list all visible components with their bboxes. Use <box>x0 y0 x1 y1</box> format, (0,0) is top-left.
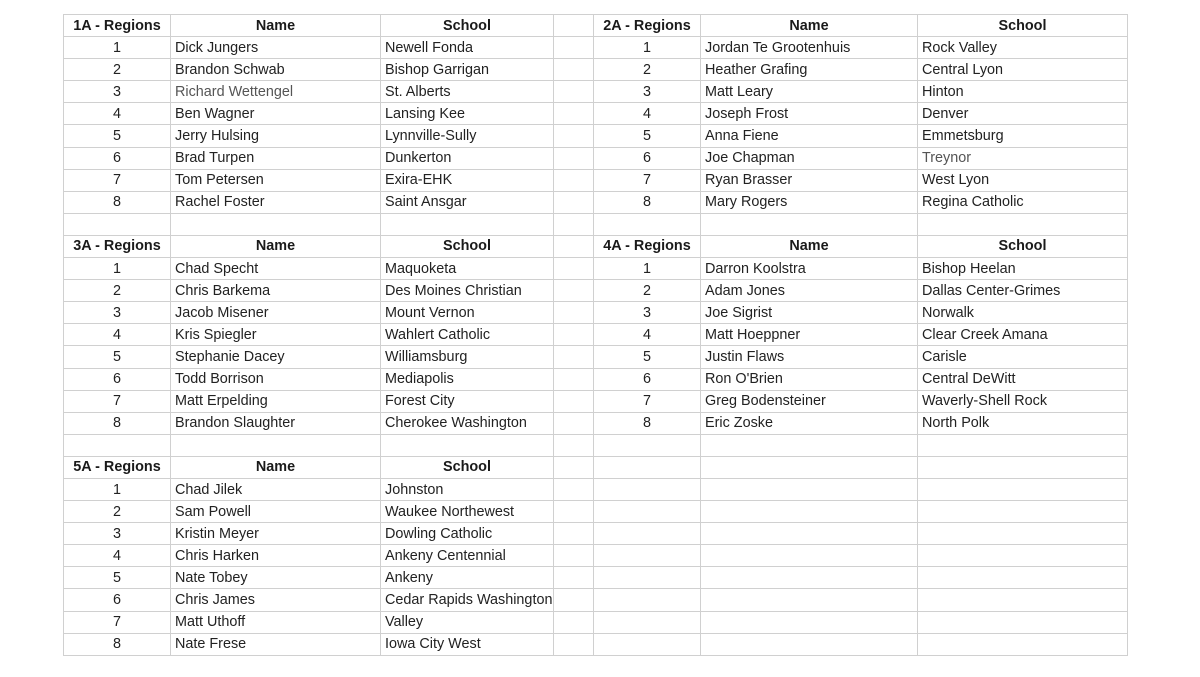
a5-coach-name-cell[interactable]: Chad Jilek <box>171 478 381 500</box>
empty-cell[interactable] <box>381 434 554 456</box>
a3-school-cell[interactable]: Wahlert Catholic <box>381 324 554 346</box>
empty-cell[interactable] <box>701 456 918 478</box>
empty-cell[interactable] <box>64 213 171 235</box>
a1-school-cell[interactable]: Newell Fonda <box>381 37 554 59</box>
gap-cell[interactable] <box>554 456 594 478</box>
empty-cell[interactable] <box>918 456 1128 478</box>
a2-coach-name-cell[interactable]: Joe Chapman <box>701 147 918 169</box>
a2-region-number-cell[interactable]: 6 <box>594 147 701 169</box>
a2-region-number-cell[interactable]: 4 <box>594 103 701 125</box>
a4-region-number-cell[interactable]: 3 <box>594 302 701 324</box>
gap-cell[interactable] <box>554 81 594 103</box>
gap-cell[interactable] <box>554 125 594 147</box>
a5-school-cell[interactable]: Valley <box>381 611 554 633</box>
a5-school-cell[interactable]: Dowling Catholic <box>381 523 554 545</box>
empty-cell[interactable] <box>701 567 918 589</box>
gap-cell[interactable] <box>554 346 594 368</box>
a1-school-cell[interactable]: Saint Ansgar <box>381 191 554 213</box>
a3-school-cell[interactable]: Maquoketa <box>381 258 554 280</box>
a4-school-header-cell[interactable]: School <box>918 235 1128 257</box>
a4-region-number-cell[interactable]: 7 <box>594 390 701 412</box>
a4-coach-name-cell[interactable]: Darron Koolstra <box>701 258 918 280</box>
a1-name-header-cell[interactable]: Name <box>171 15 381 37</box>
a3-school-cell[interactable]: Des Moines Christian <box>381 280 554 302</box>
spacer-row <box>64 213 1128 235</box>
a2-school-cell[interactable]: Hinton <box>918 81 1128 103</box>
a3-region-number-cell[interactable]: 1 <box>64 258 171 280</box>
empty-cell[interactable] <box>701 213 918 235</box>
a5-coach-name-cell[interactable]: Sam Powell <box>171 501 381 523</box>
empty-cell[interactable] <box>594 478 701 500</box>
a1-coach-name-cell[interactable]: Ben Wagner <box>171 103 381 125</box>
a5-coach-name-cell[interactable]: Nate Tobey <box>171 567 381 589</box>
a5-school-cell[interactable]: Cedar Rapids Washington <box>381 589 554 611</box>
a3-school-cell[interactable]: Mount Vernon <box>381 302 554 324</box>
gap-cell[interactable] <box>554 302 594 324</box>
gap-cell[interactable] <box>554 589 594 611</box>
a5-region-header-cell[interactable]: 5A - Regions <box>64 456 171 478</box>
a4-region-header-cell[interactable]: 4A - Regions <box>594 235 701 257</box>
a3-coach-name-cell[interactable]: Stephanie Dacey <box>171 346 381 368</box>
empty-cell[interactable] <box>701 589 918 611</box>
a2-region-number-cell[interactable]: 3 <box>594 81 701 103</box>
empty-cell[interactable] <box>918 589 1128 611</box>
a5-coach-name-cell[interactable]: Chris Harken <box>171 545 381 567</box>
a1-region-number-cell[interactable]: 8 <box>64 191 171 213</box>
gap-cell[interactable] <box>554 501 594 523</box>
a2-region-number-cell[interactable]: 1 <box>594 37 701 59</box>
table-row <box>64 280 1128 302</box>
a1-school-cell[interactable]: Exira-EHK <box>381 169 554 191</box>
table-row <box>64 368 1128 390</box>
empty-cell[interactable] <box>701 478 918 500</box>
empty-cell[interactable] <box>918 434 1128 456</box>
table-row <box>64 59 1128 81</box>
a4-school-cell[interactable]: Clear Creek Amana <box>918 324 1128 346</box>
a4-school-cell[interactable]: Central DeWitt <box>918 368 1128 390</box>
regions-spreadsheet <box>63 14 1128 656</box>
empty-cell[interactable] <box>594 545 701 567</box>
a4-school-cell[interactable]: North Polk <box>918 412 1128 434</box>
table-row <box>64 302 1128 324</box>
a1-coach-name-cell[interactable]: Brad Turpen <box>171 147 381 169</box>
a3-coach-name-cell[interactable]: Brandon Slaughter <box>171 412 381 434</box>
gap-cell[interactable] <box>554 523 594 545</box>
a3-school-cell[interactable]: Forest City <box>381 390 554 412</box>
a2-school-cell[interactable]: Emmetsburg <box>918 125 1128 147</box>
empty-cell[interactable] <box>594 213 701 235</box>
a5-coach-name-cell[interactable]: Chris James <box>171 589 381 611</box>
empty-cell[interactable] <box>594 611 701 633</box>
a5-region-number-cell[interactable]: 6 <box>64 589 171 611</box>
empty-cell[interactable] <box>918 478 1128 500</box>
empty-cell[interactable] <box>594 567 701 589</box>
table-row <box>64 633 1128 655</box>
table-row <box>64 258 1128 280</box>
gap-cell[interactable] <box>554 59 594 81</box>
a3-region-number-cell[interactable]: 4 <box>64 324 171 346</box>
a4-region-number-cell[interactable]: 8 <box>594 412 701 434</box>
table-row <box>64 346 1128 368</box>
empty-cell[interactable] <box>554 434 594 456</box>
a4-coach-name-cell[interactable]: Eric Zoske <box>701 412 918 434</box>
a2-school-cell[interactable]: Central Lyon <box>918 59 1128 81</box>
gap-cell[interactable] <box>554 103 594 125</box>
a3-name-header-cell[interactable]: Name <box>171 235 381 257</box>
table-row <box>64 390 1128 412</box>
a3-region-header-cell[interactable]: 3A - Regions <box>64 235 171 257</box>
a3-coach-name-cell[interactable]: Chad Specht <box>171 258 381 280</box>
table-row <box>64 169 1128 191</box>
a4-region-number-cell[interactable]: 1 <box>594 258 701 280</box>
table-row <box>64 147 1128 169</box>
a4-name-header-cell[interactable]: Name <box>701 235 918 257</box>
table-row <box>64 478 1128 500</box>
a4-coach-name-cell[interactable]: Joe Sigrist <box>701 302 918 324</box>
a1-school-cell[interactable]: St. Alberts <box>381 81 554 103</box>
a1-school-cell[interactable]: Lansing Kee <box>381 103 554 125</box>
table-row <box>64 589 1128 611</box>
a1-coach-name-cell[interactable]: Dick Jungers <box>171 37 381 59</box>
gap-cell[interactable] <box>554 15 594 37</box>
a4-region-number-cell[interactable]: 5 <box>594 346 701 368</box>
a3-region-number-cell[interactable]: 6 <box>64 368 171 390</box>
empty-cell[interactable] <box>701 434 918 456</box>
empty-cell[interactable] <box>701 523 918 545</box>
a1-region-number-cell[interactable]: 6 <box>64 147 171 169</box>
a3-school-cell[interactable]: Cherokee Washington <box>381 412 554 434</box>
table-row <box>64 125 1128 147</box>
a2-school-header-cell[interactable]: School <box>918 15 1128 37</box>
table-row <box>64 103 1128 125</box>
a2-coach-name-cell[interactable]: Mary Rogers <box>701 191 918 213</box>
gap-cell[interactable] <box>554 478 594 500</box>
empty-cell[interactable] <box>918 611 1128 633</box>
a5-region-number-cell[interactable]: 3 <box>64 523 171 545</box>
table-row <box>64 412 1128 434</box>
a1-region-number-cell[interactable]: 4 <box>64 103 171 125</box>
gap-cell[interactable] <box>554 567 594 589</box>
a4-region-number-cell[interactable]: 4 <box>594 324 701 346</box>
a5-region-number-cell[interactable]: 2 <box>64 501 171 523</box>
empty-cell[interactable] <box>171 434 381 456</box>
a2-region-number-cell[interactable]: 8 <box>594 191 701 213</box>
empty-cell[interactable] <box>594 523 701 545</box>
a4-coach-name-cell[interactable]: Matt Hoeppner <box>701 324 918 346</box>
a1-region-number-cell[interactable]: 5 <box>64 125 171 147</box>
gap-cell[interactable] <box>554 37 594 59</box>
a5-school-cell[interactable]: Johnston <box>381 478 554 500</box>
a3-region-number-cell[interactable]: 7 <box>64 390 171 412</box>
a2-school-cell[interactable]: Treynor <box>918 147 1128 169</box>
a5-coach-name-cell[interactable]: Matt Uthoff <box>171 611 381 633</box>
a2-school-cell[interactable]: Denver <box>918 103 1128 125</box>
empty-cell[interactable] <box>554 213 594 235</box>
a4-region-number-cell[interactable]: 2 <box>594 280 701 302</box>
a3-coach-name-cell[interactable]: Chris Barkema <box>171 280 381 302</box>
a3-coach-name-cell[interactable]: Todd Borrison <box>171 368 381 390</box>
a4-region-number-cell[interactable]: 6 <box>594 368 701 390</box>
gap-cell[interactable] <box>554 545 594 567</box>
a3-region-number-cell[interactable]: 5 <box>64 346 171 368</box>
spacer-row <box>64 434 1128 456</box>
a3-region-number-cell[interactable]: 8 <box>64 412 171 434</box>
a1-region-header-cell[interactable]: 1A - Regions <box>64 15 171 37</box>
gap-cell[interactable] <box>554 611 594 633</box>
a1-school-cell[interactable]: Lynnville-Sully <box>381 125 554 147</box>
a2-region-number-cell[interactable]: 2 <box>594 59 701 81</box>
a4-coach-name-cell[interactable]: Greg Bodensteiner <box>701 390 918 412</box>
gap-cell[interactable] <box>554 412 594 434</box>
gap-cell[interactable] <box>554 147 594 169</box>
a1-school-header-cell[interactable]: School <box>381 15 554 37</box>
a1-school-cell[interactable]: Bishop Garrigan <box>381 59 554 81</box>
a3-coach-name-cell[interactable]: Matt Erpelding <box>171 390 381 412</box>
a3-region-number-cell[interactable]: 2 <box>64 280 171 302</box>
gap-cell[interactable] <box>554 390 594 412</box>
empty-cell[interactable] <box>701 545 918 567</box>
a4-school-cell[interactable]: Waverly-Shell Rock <box>918 390 1128 412</box>
empty-cell[interactable] <box>381 213 554 235</box>
a5-region-number-cell[interactable]: 5 <box>64 567 171 589</box>
a5-school-cell[interactable]: Ankeny <box>381 567 554 589</box>
a1-school-cell[interactable]: Dunkerton <box>381 147 554 169</box>
table-row <box>64 81 1128 103</box>
gap-cell[interactable] <box>554 368 594 390</box>
empty-cell[interactable] <box>594 434 701 456</box>
a3-coach-name-cell[interactable]: Kris Spiegler <box>171 324 381 346</box>
empty-cell[interactable] <box>594 456 701 478</box>
a3-school-cell[interactable]: Mediapolis <box>381 368 554 390</box>
a4-coach-name-cell[interactable]: Adam Jones <box>701 280 918 302</box>
a1-coach-name-cell[interactable]: Richard Wettengel <box>171 81 381 103</box>
a3-region-number-cell[interactable]: 3 <box>64 302 171 324</box>
table-row <box>64 191 1128 213</box>
a4-school-cell[interactable]: Norwalk <box>918 302 1128 324</box>
a1-region-number-cell[interactable]: 2 <box>64 59 171 81</box>
a2-school-cell[interactable]: West Lyon <box>918 169 1128 191</box>
table-row <box>64 545 1128 567</box>
a1-region-number-cell[interactable]: 1 <box>64 37 171 59</box>
a2-coach-name-cell[interactable]: Ryan Brasser <box>701 169 918 191</box>
empty-cell[interactable] <box>701 611 918 633</box>
empty-cell[interactable] <box>918 213 1128 235</box>
a1-coach-name-cell[interactable]: Rachel Foster <box>171 191 381 213</box>
a5-name-header-cell[interactable]: Name <box>171 456 381 478</box>
a3-school-cell[interactable]: Williamsburg <box>381 346 554 368</box>
a5-school-cell[interactable]: Iowa City West <box>381 633 554 655</box>
a1-coach-name-cell[interactable]: Tom Petersen <box>171 169 381 191</box>
gap-cell[interactable] <box>554 235 594 257</box>
a2-coach-name-cell[interactable]: Anna Fiene <box>701 125 918 147</box>
a4-coach-name-cell[interactable]: Ron O'Brien <box>701 368 918 390</box>
header-row <box>64 456 1128 478</box>
header-row <box>64 15 1128 37</box>
table-row <box>64 611 1128 633</box>
header-row <box>64 235 1128 257</box>
gap-cell[interactable] <box>554 258 594 280</box>
a1-region-number-cell[interactable]: 7 <box>64 169 171 191</box>
a4-coach-name-cell[interactable]: Justin Flaws <box>701 346 918 368</box>
a2-coach-name-cell[interactable]: Heather Grafing <box>701 59 918 81</box>
a2-coach-name-cell[interactable]: Joseph Frost <box>701 103 918 125</box>
a5-school-cell[interactable]: Ankeny Centennial <box>381 545 554 567</box>
gap-cell[interactable] <box>554 280 594 302</box>
a5-coach-name-cell[interactable]: Nate Frese <box>171 633 381 655</box>
empty-cell[interactable] <box>701 633 918 655</box>
empty-cell[interactable] <box>64 434 171 456</box>
a2-name-header-cell[interactable]: Name <box>701 15 918 37</box>
a5-region-number-cell[interactable]: 1 <box>64 478 171 500</box>
empty-cell[interactable] <box>918 567 1128 589</box>
a3-coach-name-cell[interactable]: Jacob Misener <box>171 302 381 324</box>
a2-coach-name-cell[interactable]: Matt Leary <box>701 81 918 103</box>
table-row <box>64 567 1128 589</box>
a5-region-number-cell[interactable]: 4 <box>64 545 171 567</box>
empty-cell[interactable] <box>918 545 1128 567</box>
empty-cell[interactable] <box>918 633 1128 655</box>
a4-school-cell[interactable]: Bishop Heelan <box>918 258 1128 280</box>
gap-cell[interactable] <box>554 191 594 213</box>
a2-region-number-cell[interactable]: 5 <box>594 125 701 147</box>
a2-school-cell[interactable]: Rock Valley <box>918 37 1128 59</box>
a2-school-cell[interactable]: Regina Catholic <box>918 191 1128 213</box>
empty-cell[interactable] <box>701 501 918 523</box>
empty-cell[interactable] <box>171 213 381 235</box>
empty-cell[interactable] <box>918 501 1128 523</box>
empty-cell[interactable] <box>594 589 701 611</box>
empty-cell[interactable] <box>918 523 1128 545</box>
a2-coach-name-cell[interactable]: Jordan Te Grootenhuis <box>701 37 918 59</box>
a1-region-number-cell[interactable]: 3 <box>64 81 171 103</box>
spreadsheet-body <box>64 15 1128 656</box>
empty-cell[interactable] <box>594 633 701 655</box>
table-row <box>64 37 1128 59</box>
a1-coach-name-cell[interactable]: Jerry Hulsing <box>171 125 381 147</box>
a5-region-number-cell[interactable]: 8 <box>64 633 171 655</box>
a1-coach-name-cell[interactable]: Brandon Schwab <box>171 59 381 81</box>
a5-school-header-cell[interactable]: School <box>381 456 554 478</box>
table-row <box>64 523 1128 545</box>
a3-school-header-cell[interactable]: School <box>381 235 554 257</box>
a4-school-cell[interactable]: Carisle <box>918 346 1128 368</box>
a5-coach-name-cell[interactable]: Kristin Meyer <box>171 523 381 545</box>
a2-region-header-cell[interactable]: 2A - Regions <box>594 15 701 37</box>
gap-cell[interactable] <box>554 633 594 655</box>
empty-cell[interactable] <box>594 501 701 523</box>
table-row <box>64 501 1128 523</box>
gap-cell[interactable] <box>554 169 594 191</box>
table-row <box>64 324 1128 346</box>
a5-school-cell[interactable]: Waukee Northewest <box>381 501 554 523</box>
a4-school-cell[interactable]: Dallas Center-Grimes <box>918 280 1128 302</box>
gap-cell[interactable] <box>554 324 594 346</box>
a5-region-number-cell[interactable]: 7 <box>64 611 171 633</box>
a2-region-number-cell[interactable]: 7 <box>594 169 701 191</box>
